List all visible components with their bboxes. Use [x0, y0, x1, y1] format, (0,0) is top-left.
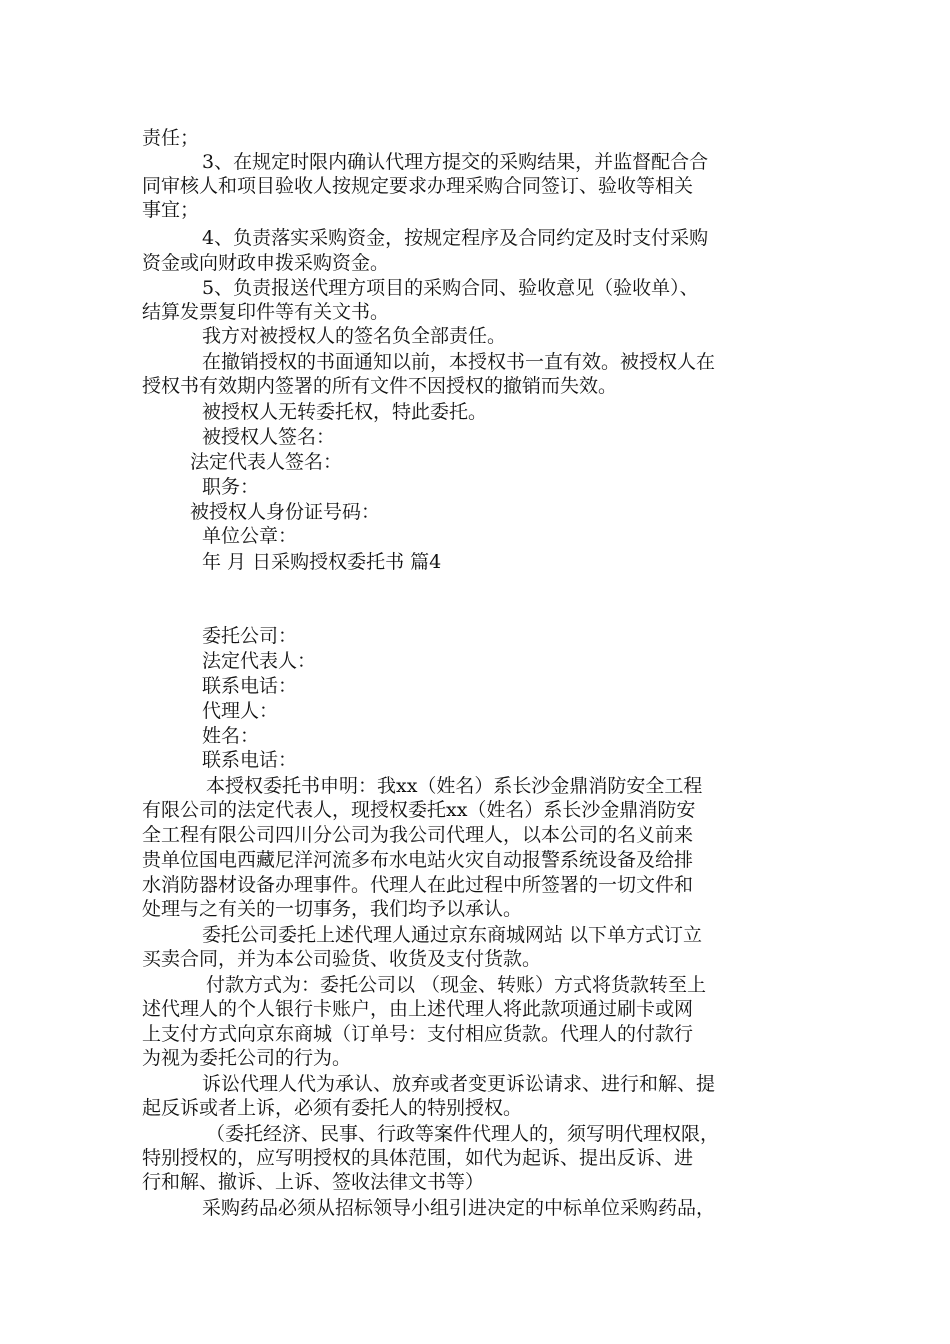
text-line: （委托经济、民事、行政等案件代理人的，须写明代理权限，: [206, 1123, 720, 1145]
signature-line: 单位公章：: [202, 525, 298, 547]
text-line: 4、负责落实采购资金，按规定程序及合同约定及时支付采购: [202, 227, 709, 249]
text-line: 3、在规定时限内确认代理方提交的采购结果，并监督配合合: [202, 151, 709, 173]
signature-line: 被授权人身份证号码：: [190, 501, 381, 523]
text-line: 资金或向财政申拨采购资金。: [142, 252, 390, 274]
text-line: 采购药品必须从招标领导小组引进决定的中标单位采购药品，: [202, 1197, 716, 1219]
text-line: 处理与之有关的一切事务，我们均予以承认。: [142, 898, 523, 920]
text-line: 5、负责报送代理方项目的采购合同、验收意见（验收单）、: [202, 277, 699, 299]
signature-line: 法定代表人签名：: [190, 451, 343, 473]
text-line: 本授权委托书申明：我xx（姓名）系长沙金鼎消防安全工程: [206, 775, 703, 797]
text-line: 有限公司的法定代表人，现授权委托xx（姓名）系长沙金鼎消防安: [142, 799, 696, 821]
text-line: 上支付方式向京东商城（订单号：支付相应货款。代理人的付款行: [142, 1023, 694, 1045]
text-line: 被授权人无转委托权，特此委托。: [202, 401, 488, 423]
text-line: 在撤销授权的书面通知以前，本授权书一直有效。被授权人在: [202, 351, 716, 373]
text-line: 特别授权的，应写明授权的具体范围，如代为起诉、提出反诉、进: [142, 1147, 694, 1169]
form-field-line: 联系电话：: [202, 749, 298, 771]
signature-line: 被授权人签名：: [202, 426, 336, 448]
text-line: 委托公司委托上述代理人通过京东商城网站 以下单方式订立: [202, 924, 703, 946]
text-line: 述代理人的个人银行卡账户，由上述代理人将此款项通过刷卡或网: [142, 998, 694, 1020]
form-field-line: 姓名：: [202, 725, 260, 747]
text-line: 全工程有限公司四川分公司为我公司代理人，以本公司的名义前来: [142, 824, 694, 846]
text-line: 行和解、撤诉、上诉、签收法律文书等）: [142, 1171, 485, 1193]
form-field-line: 法定代表人：: [202, 650, 317, 672]
section-heading: 年 月 日采购授权委托书 篇4: [202, 551, 442, 573]
text-line: 诉讼代理人代为承认、放弃或者变更诉讼请求、进行和解、提: [202, 1073, 716, 1095]
signature-line: 职务：: [202, 476, 260, 498]
text-line: 责任；: [142, 127, 200, 149]
form-field-line: 代理人：: [202, 700, 279, 722]
text-line: 为视为委托公司的行为。: [142, 1047, 352, 1069]
text-line: 结算发票复印件等有关文书。: [142, 301, 390, 323]
text-line: 事宜；: [142, 199, 200, 221]
form-field-line: 委托公司：: [202, 625, 298, 647]
text-line: 我方对被授权人的签名负全部责任。: [202, 325, 507, 347]
text-line: 起反诉或者上诉，必须有委托人的特别授权。: [142, 1097, 523, 1119]
text-line: 水消防器材设备办理事件。代理人在此过程中所签署的一切文件和: [142, 874, 694, 896]
text-line: 同审核人和项目验收人按规定要求办理采购合同签订、验收等相关: [142, 175, 694, 197]
text-line: 买卖合同，并为本公司验货、收货及支付货款。: [142, 948, 542, 970]
text-line: 付款方式为：委托公司以 （现金、转账）方式将货款转至上: [206, 974, 707, 996]
form-field-line: 联系电话：: [202, 675, 298, 697]
text-line: 授权书有效期内签署的所有文件不因授权的撤销而失效。: [142, 375, 618, 397]
text-line: 贵单位国电西藏尼洋河流多布水电站火灾自动报警系统设备及给排: [142, 849, 694, 871]
